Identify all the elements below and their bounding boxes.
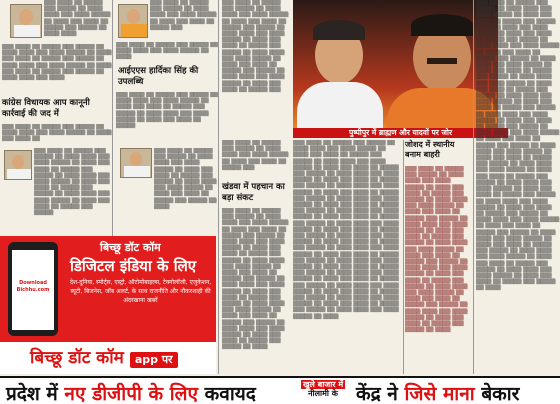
article-text: ▒▒▒ ▒▒▒▒ ▒▒ ▒▒▒▒▒ ▒▒▒ ▒▒▒▒▒ ▒▒ ▒▒▒▒ ▒▒▒▒ ▒▒▒ ▒▒▒▒ ▒▒▒▒▒ ▒▒ ▒▒▒▒ ▒▒▒ ▒▒▒▒ ▒▒ ▒▒▒▒▒ ▒▒▒ ▒▒▒▒▒ ▒▒ ▒▒▒▒ ▒▒▒▒ ▒▒▒ ▒▒▒▒ ▒▒▒▒▒ ▒▒ ▒▒▒▒ ▒▒▒ ▒▒▒▒ ▒▒ ▒▒▒▒▒	[116, 92, 218, 130]
ad-tagline: डिजिटल इंडिया के लिए	[70, 257, 197, 275]
column-left	[0, 0, 112, 236]
politician-left-photo	[297, 6, 383, 128]
bottom-headline-band	[0, 376, 560, 404]
article-text: ▒▒▒ ▒▒▒▒ ▒▒ ▒▒▒▒▒ ▒▒▒ ▒▒▒▒▒ ▒▒ ▒▒▒▒ ▒▒▒▒ ▒▒▒ ▒▒▒▒ ▒▒▒▒▒ ▒▒ ▒▒▒▒ ▒▒▒ ▒▒▒▒ ▒▒ ▒▒▒▒▒ ▒▒▒ ▒▒▒▒▒ ▒▒ ▒▒▒▒ ▒▒▒▒ ▒▒▒ ▒▒▒▒ ▒▒▒▒▒ ▒▒ ▒▒▒▒ ▒▒▒ ▒▒▒▒ ▒▒ ▒▒▒▒▒ ▒▒▒ ▒▒▒▒▒ ▒▒ ▒▒▒▒ ▒▒▒▒ ▒▒▒ ▒▒▒▒ ▒▒▒▒▒ ▒▒ ▒▒▒▒ ▒▒▒ ▒▒▒▒ ▒▒ ▒▒▒▒▒ ▒▒▒ ▒▒▒▒▒ ▒▒ ▒▒▒▒ ▒▒▒▒ ▒▒▒ ▒▒▒▒ ▒▒▒▒▒ ▒▒ ▒▒▒▒ ▒▒▒ ▒▒▒▒ ▒▒ ▒▒▒▒▒ ▒▒▒ ▒▒▒▒▒ ▒▒ ▒▒▒▒ ▒▒▒▒ ▒▒▒ ▒▒▒▒ ▒▒▒▒▒ ▒▒ ▒▒▒▒ ▒▒▒ ▒▒▒▒ ▒▒ ▒▒▒▒▒ ▒▒▒ ▒▒▒▒▒ ▒▒ ▒▒▒▒ ▒▒▒▒ ▒▒▒ ▒▒▒▒ ▒▒▒▒▒ ▒▒ ▒▒▒▒ ▒▒▒ ▒▒▒▒ ▒▒ ▒▒▒▒▒ ▒▒▒ ▒▒▒▒▒ ▒▒ ▒▒▒▒ ▒▒▒▒ ▒▒▒ ▒▒▒▒ ▒▒▒▒▒ ▒▒ ▒▒▒▒ ▒▒▒ ▒▒▒▒ ▒▒ ▒▒▒▒▒ ▒▒▒ ▒▒▒▒▒ ▒▒ ▒▒▒▒ ▒▒▒▒ ▒▒▒ ▒▒▒▒ ▒▒▒▒▒ ▒▒ ▒▒▒▒ ▒▒▒ ▒▒▒▒ ▒▒ ▒▒▒▒▒ ▒▒▒ ▒▒▒▒▒ ▒▒ ▒▒▒▒ ▒▒▒▒ ▒▒▒ ▒▒▒▒ ▒▒▒▒▒ ▒▒ ▒▒▒▒ ▒▒▒ ▒▒▒▒ ▒▒ ▒▒▒▒▒ ▒▒▒ ▒▒▒▒▒ ▒▒ ▒▒▒▒ ▒▒▒▒ ▒▒▒ ▒▒▒▒ ▒▒▒▒▒ ▒▒ ▒▒▒▒ ▒▒▒ ▒▒▒▒ ▒▒ ▒▒▒▒▒ ▒▒▒ ▒▒▒▒▒ ▒▒ ▒▒▒▒ ▒▒▒▒ ▒▒▒ ▒▒▒▒ ▒▒▒▒▒ ▒▒ ▒▒▒▒ ▒▒▒ ▒▒▒▒ ▒▒ ▒▒▒▒▒ ▒▒▒ ▒▒▒▒▒ ▒▒ ▒▒▒▒ ▒▒▒▒ ▒▒▒ ▒▒▒▒ ▒▒▒▒▒ ▒▒ ▒▒▒▒ ▒▒▒ ▒▒▒▒ ▒▒ ▒▒▒▒▒ ▒▒▒ ▒▒▒▒▒ ▒▒ ▒▒▒▒ ▒▒▒▒ ▒▒▒ ▒▒▒▒ ▒▒▒▒▒ ▒▒ ▒▒▒▒ ▒▒▒ ▒▒▒▒ ▒▒ ▒▒▒▒▒ ▒▒▒ ▒▒▒▒▒ ▒▒ ▒▒▒▒ ▒▒▒▒ ▒▒▒ ▒▒▒▒ ▒▒▒▒▒ ▒▒ ▒▒▒▒	[293, 140, 399, 320]
phone-label: Download Bichhu.com	[16, 280, 50, 293]
hero-photo	[293, 0, 498, 128]
column-fourth	[293, 140, 403, 374]
article-text: ▒▒▒ ▒▒▒▒ ▒▒ ▒▒▒▒▒ ▒▒▒ ▒▒▒▒▒ ▒▒ ▒▒▒▒ ▒▒▒▒ ▒▒▒ ▒▒▒▒ ▒▒▒▒▒ ▒▒ ▒▒▒▒ ▒▒▒ ▒▒▒▒ ▒▒ ▒▒▒▒▒ ▒▒▒ ▒▒▒▒▒ ▒▒ ▒▒▒▒ ▒▒▒▒ ▒▒▒ ▒▒▒▒ ▒▒▒▒▒ ▒▒ ▒▒▒▒ ▒▒▒ ▒▒▒▒ ▒▒ ▒▒▒▒▒ ▒▒▒ ▒▒▒▒▒ ▒▒ ▒▒▒▒ ▒▒▒▒ ▒▒▒ ▒▒▒▒ ▒▒▒▒▒ ▒▒ ▒▒▒▒ ▒▒▒ ▒▒▒▒ ▒▒ ▒▒▒▒▒ ▒▒▒ ▒▒▒▒▒ ▒▒ ▒▒▒▒ ▒▒▒▒ ▒▒▒ ▒▒▒▒ ▒▒▒▒▒ ▒▒ ▒▒▒▒ ▒▒▒ ▒▒▒▒ ▒▒ ▒▒▒▒▒ ▒▒▒ ▒▒▒▒▒ ▒▒ ▒▒▒▒ ▒▒▒▒ ▒▒▒ ▒▒▒▒ ▒▒▒▒▒ ▒▒ ▒▒▒▒ ▒▒▒ ▒▒▒▒ ▒▒ ▒▒▒▒▒ ▒▒▒ ▒▒▒▒▒ ▒▒ ▒▒▒▒ ▒▒▒▒ ▒▒▒ ▒▒▒▒ ▒▒▒▒▒ ▒▒ ▒▒▒▒ ▒▒▒ ▒▒▒▒ ▒▒ ▒▒▒▒▒ ▒▒▒ ▒▒▒▒▒ ▒▒ ▒▒▒▒ ▒▒▒▒ ▒▒▒ ▒▒▒▒ ▒▒▒▒▒ ▒▒ ▒▒▒▒ ▒▒▒ ▒▒▒▒ ▒▒ ▒▒▒▒▒ ▒▒▒ ▒▒▒▒▒ ▒▒ ▒▒▒▒	[405, 166, 468, 334]
headline-ias-officer: आईएएस हार्दिका सिंह की उपलब्धि	[118, 66, 199, 87]
article-text: ▒▒▒ ▒▒▒▒ ▒▒ ▒▒▒▒▒ ▒▒▒ ▒▒▒▒▒ ▒▒ ▒▒▒▒ ▒▒▒▒ ▒▒▒ ▒▒▒▒ ▒▒▒▒▒ ▒▒ ▒▒▒▒ ▒▒▒ ▒▒▒▒ ▒▒ ▒▒▒▒▒ ▒▒▒ ▒▒▒▒▒ ▒▒ ▒▒▒▒ ▒▒▒▒ ▒▒▒ ▒▒▒▒ ▒▒▒▒▒ ▒▒ ▒▒▒▒ ▒▒▒ ▒▒▒▒ ▒▒ ▒▒▒▒▒ ▒▒▒ ▒▒▒▒▒ ▒▒ ▒▒▒▒	[154, 148, 217, 210]
ad-brand: बिच्छू डॉट कॉम	[100, 241, 161, 254]
column-fifth	[405, 140, 471, 374]
article-text: ▒▒▒ ▒▒▒▒ ▒▒ ▒▒▒▒▒ ▒▒▒ ▒▒▒▒▒ ▒▒ ▒▒▒▒ ▒▒▒▒ ▒▒▒ ▒▒▒▒ ▒▒▒▒▒ ▒▒ ▒▒▒▒ ▒▒▒ ▒▒▒▒ ▒▒ ▒▒▒▒▒ ▒▒▒	[222, 140, 289, 171]
section-strip: पुष्पीपुर में ब्राह्मण और यादवों पर जोर	[293, 128, 508, 138]
headline-open-market: खुले बाजार में नीलामी के	[302, 380, 344, 398]
article-text: ▒▒▒ ▒▒▒▒ ▒▒ ▒▒▒▒▒ ▒▒▒ ▒▒▒▒▒ ▒▒ ▒▒▒▒ ▒▒▒▒ ▒▒▒ ▒▒▒▒ ▒▒▒▒▒ ▒▒ ▒▒▒▒ ▒▒▒ ▒▒▒▒ ▒▒ ▒▒▒▒▒ ▒▒▒ ▒▒▒▒▒ ▒▒ ▒▒▒▒ ▒▒▒▒ ▒▒▒ ▒▒▒▒ ▒▒▒▒▒ ▒▒ ▒▒▒▒ ▒▒▒ ▒▒▒▒ ▒▒ ▒▒▒▒▒ ▒▒▒ ▒▒▒▒▒ ▒▒ ▒▒▒▒ ▒▒▒▒ ▒▒▒ ▒▒▒▒ ▒▒▒▒▒ ▒▒ ▒▒▒▒ ▒▒▒ ▒▒▒▒ ▒▒ ▒▒▒▒▒ ▒▒▒ ▒▒▒▒▒ ▒▒ ▒▒▒▒ ▒▒▒▒ ▒▒▒ ▒▒▒▒ ▒▒▒▒▒ ▒▒ ▒▒▒▒ ▒▒▒ ▒▒▒▒ ▒▒ ▒▒▒▒▒ ▒▒▒ ▒▒▒▒▒ ▒▒ ▒▒▒▒ ▒▒▒▒ ▒▒▒ ▒▒▒▒ ▒▒▒▒▒ ▒▒ ▒▒▒▒ ▒▒▒ ▒▒▒▒ ▒▒ ▒▒▒▒▒ ▒▒▒ ▒▒▒▒▒ ▒▒ ▒▒▒▒ ▒▒▒▒ ▒▒▒ ▒▒▒▒ ▒▒▒▒▒ ▒▒ ▒▒▒▒ ▒▒▒ ▒▒▒▒ ▒▒ ▒▒▒▒▒ ▒▒▒ ▒▒▒▒▒ ▒▒ ▒▒▒▒ ▒▒▒▒ ▒▒▒ ▒▒▒▒ ▒▒▒▒▒ ▒▒ ▒▒▒▒ ▒▒▒ ▒▒▒▒ ▒▒ ▒▒▒▒▒ ▒▒▒ ▒▒▒▒▒ ▒▒ ▒▒▒▒ ▒▒▒▒ ▒▒▒ ▒▒▒▒ ▒▒▒▒▒ ▒▒ ▒▒▒▒ ▒▒▒ ▒▒▒▒ ▒▒ ▒▒▒▒▒ ▒▒▒ ▒▒▒▒▒ ▒▒ ▒▒▒▒ ▒▒▒▒ ▒▒▒ ▒▒▒▒ ▒▒▒▒▒ ▒▒ ▒▒▒▒ ▒▒▒ ▒▒▒▒ ▒▒ ▒▒▒▒▒ ▒▒▒ ▒▒▒▒▒ ▒▒ ▒▒▒▒ ▒▒▒▒ ▒▒▒ ▒▒▒▒ ▒▒▒▒▒ ▒▒ ▒▒▒▒ ▒▒▒ ▒▒▒▒ ▒▒ ▒▒▒▒▒ ▒▒▒ ▒▒▒▒▒ ▒▒ ▒▒▒▒ ▒▒▒▒ ▒▒▒ ▒▒▒▒ ▒▒▒▒▒ ▒▒ ▒▒▒▒ ▒▒▒ ▒▒▒▒ ▒▒ ▒▒▒▒▒ ▒▒▒ ▒▒▒▒▒ ▒▒ ▒▒▒▒ ▒▒▒▒ ▒▒▒ ▒▒▒▒ ▒▒▒▒▒ ▒▒ ▒▒▒▒ ▒▒▒ ▒▒▒▒ ▒▒ ▒▒▒▒▒ ▒▒▒ ▒▒▒▒▒ ▒▒ ▒▒▒▒ ▒▒▒▒ ▒▒▒ ▒▒▒▒ ▒▒▒▒▒ ▒▒ ▒▒▒▒ ▒▒▒ ▒▒▒▒ ▒▒ ▒▒▒▒▒ ▒▒▒ ▒▒▒▒▒ ▒▒ ▒▒▒▒ ▒▒▒▒ ▒▒▒ ▒▒▒▒ ▒▒▒▒▒ ▒▒ ▒▒▒▒ ▒▒▒ ▒▒▒▒ ▒▒ ▒▒▒▒▒ ▒▒▒ ▒▒▒▒▒ ▒▒ ▒▒▒▒ ▒▒▒▒ ▒▒▒ ▒▒▒▒ ▒▒▒▒▒ ▒▒ ▒▒▒▒ ▒▒▒ ▒▒▒▒ ▒▒ ▒▒▒▒▒ ▒▒▒ ▒▒▒▒▒ ▒▒ ▒▒▒▒ ▒▒▒▒ ▒▒▒ ▒▒▒▒ ▒▒▒▒▒ ▒▒ ▒▒▒▒ ▒▒▒ ▒▒▒▒ ▒▒ ▒▒▒▒▒ ▒▒▒ ▒▒▒▒▒ ▒▒ ▒▒▒▒	[476, 0, 560, 292]
app-badge[interactable]: app पर	[130, 352, 178, 368]
ad-category-list: देश-दुनिया, स्पोर्ट्स, एस्ट्रो, ऑटोमोबाइल्स, टेक्नोलॉजी, एजुकेशन, ब्यूटी, बिजनेस, जॉब अलर्ट, के साथ राजनीति और नौकरशाही की अंदरखाना खबरें	[69, 279, 212, 304]
article-text: ▒▒▒ ▒▒▒▒ ▒▒ ▒▒▒▒▒ ▒▒▒ ▒▒▒▒▒ ▒▒ ▒▒▒▒ ▒▒▒▒ ▒▒▒ ▒▒▒▒ ▒▒▒▒▒ ▒▒ ▒▒▒▒ ▒▒▒ ▒▒▒▒ ▒▒ ▒▒▒▒▒ ▒▒▒	[150, 0, 217, 31]
article-text: ▒▒▒ ▒▒▒▒ ▒▒ ▒▒▒▒▒ ▒▒▒ ▒▒▒▒▒ ▒▒ ▒▒▒▒ ▒▒▒▒ ▒▒▒ ▒▒▒▒ ▒▒▒▒▒ ▒▒ ▒▒▒▒ ▒▒▒ ▒▒▒▒ ▒▒ ▒▒▒▒▒ ▒▒▒ ▒▒▒▒▒ ▒▒ ▒▒▒▒ ▒▒▒▒ ▒▒▒ ▒▒▒▒ ▒▒▒▒▒ ▒▒ ▒▒▒▒ ▒▒▒ ▒▒▒▒ ▒▒ ▒▒▒▒▒ ▒▒▒ ▒▒▒▒▒ ▒▒ ▒▒▒▒ ▒▒▒▒ ▒▒▒ ▒▒▒▒ ▒▒▒▒▒ ▒▒ ▒▒▒▒ ▒▒▒ ▒▒▒▒ ▒▒ ▒▒▒▒▒ ▒▒▒ ▒▒▒▒▒	[34, 148, 110, 217]
article-text: ▒▒▒ ▒▒▒▒ ▒▒ ▒▒▒▒▒ ▒▒▒ ▒▒▒▒▒ ▒▒ ▒▒▒▒ ▒▒▒▒ ▒▒▒ ▒▒▒▒ ▒▒▒▒▒ ▒▒ ▒▒▒▒ ▒▒▒ ▒▒▒▒ ▒▒ ▒▒▒▒▒ ▒▒▒ ▒▒▒▒▒ ▒▒ ▒▒▒▒ ▒▒▒▒ ▒▒▒ ▒▒▒▒ ▒▒▒▒▒ ▒▒ ▒▒▒▒ ▒▒▒ ▒▒▒▒ ▒▒ ▒▒▒▒▒ ▒▒▒ ▒▒▒▒▒ ▒▒ ▒▒▒▒ ▒▒▒▒ ▒▒▒ ▒▒▒▒ ▒▒▒▒▒ ▒▒ ▒▒▒▒ ▒▒▒ ▒▒▒▒ ▒▒ ▒▒▒▒▒ ▒▒▒ ▒▒▒▒▒ ▒▒ ▒▒▒▒ ▒▒▒▒ ▒▒▒ ▒▒▒▒ ▒▒▒▒▒ ▒▒ ▒▒▒▒ ▒▒▒ ▒▒▒▒ ▒▒ ▒▒▒▒▒ ▒▒▒ ▒▒▒▒▒ ▒▒ ▒▒▒▒ ▒▒▒▒ ▒▒▒ ▒▒▒▒ ▒▒▒▒▒ ▒▒ ▒▒▒▒ ▒▒▒ ▒▒▒▒ ▒▒ ▒▒▒▒▒ ▒▒▒ ▒▒▒▒▒ ▒▒ ▒▒▒▒ ▒▒▒▒ ▒▒▒ ▒▒▒▒ ▒▒▒▒▒ ▒▒ ▒▒▒▒ ▒▒▒ ▒▒▒▒ ▒▒ ▒▒▒▒▒ ▒▒▒ ▒▒▒▒▒ ▒▒ ▒▒▒▒	[222, 208, 289, 351]
headline-centre: केंद्र ने जिसे माना बेकार	[356, 383, 520, 404]
ad-footer	[0, 342, 216, 374]
phone-screen	[12, 250, 54, 330]
headline-congress-mla: कांग्रेस विधायक आप कानूनी कार्रवाई की जद में	[2, 98, 90, 119]
headline-khandwa: खंडवा में पहचान का बड़ा संकट	[222, 182, 285, 203]
article-text: ▒▒▒ ▒▒▒▒ ▒▒ ▒▒▒▒▒ ▒▒▒ ▒▒▒▒▒ ▒▒ ▒▒▒▒ ▒▒▒▒ ▒▒▒ ▒▒▒▒ ▒▒▒▒▒ ▒▒ ▒▒▒▒ ▒▒▒ ▒▒▒▒ ▒▒ ▒▒▒▒▒ ▒▒▒ ▒▒▒▒▒ ▒▒ ▒▒▒▒ ▒▒▒▒ ▒▒▒ ▒▒▒▒ ▒▒▒▒▒ ▒▒ ▒▒▒▒ ▒▒▒ ▒▒▒▒ ▒▒ ▒▒▒▒▒ ▒▒▒ ▒▒▒▒▒ ▒▒ ▒▒▒▒ ▒▒▒▒ ▒▒▒ ▒▒▒▒	[2, 44, 112, 82]
article-text: ▒▒▒ ▒▒▒▒ ▒▒ ▒▒▒▒▒ ▒▒▒ ▒▒▒▒▒ ▒▒ ▒▒▒▒ ▒▒▒▒ ▒▒▒ ▒▒▒▒ ▒▒▒▒▒ ▒▒ ▒▒▒▒ ▒▒▒ ▒▒▒▒ ▒▒	[2, 124, 112, 143]
portrait-photo	[120, 148, 152, 178]
ad-footer-brand: बिच्छू डॉट कॉम	[30, 348, 124, 368]
portrait-photo	[118, 4, 148, 38]
portrait-photo	[4, 150, 32, 180]
column-middle	[222, 0, 292, 374]
column-right	[476, 0, 560, 374]
article-text: ▒▒▒ ▒▒▒▒ ▒▒ ▒▒▒▒▒ ▒▒▒ ▒▒▒▒▒ ▒▒ ▒▒▒▒ ▒▒▒▒ ▒▒▒ ▒▒▒▒ ▒▒▒▒▒ ▒▒ ▒▒▒▒ ▒▒▒ ▒▒▒▒ ▒▒ ▒▒▒▒▒ ▒▒▒ ▒▒▒▒▒ ▒▒ ▒▒▒▒ ▒▒▒▒ ▒▒▒ ▒▒▒▒ ▒▒▒▒▒ ▒▒ ▒▒▒▒ ▒▒▒ ▒▒▒▒ ▒▒ ▒▒▒▒▒ ▒▒▒ ▒▒▒▒▒ ▒▒ ▒▒▒▒ ▒▒▒▒ ▒▒▒ ▒▒▒▒ ▒▒▒▒▒ ▒▒ ▒▒▒▒ ▒▒▒ ▒▒▒▒ ▒▒ ▒▒▒▒▒ ▒▒▒ ▒▒▒▒▒ ▒▒ ▒▒▒▒ ▒▒▒▒ ▒▒▒ ▒▒▒▒ ▒▒▒▒▒ ▒▒ ▒▒▒▒ ▒▒▒ ▒▒▒▒ ▒▒ ▒▒▒▒▒ ▒▒▒	[222, 0, 289, 93]
article-text: ▒▒▒ ▒▒▒▒ ▒▒ ▒▒▒▒▒ ▒▒▒ ▒▒▒▒▒ ▒▒ ▒▒▒▒ ▒▒▒▒ ▒▒▒ ▒▒▒▒ ▒▒▒▒▒ ▒▒ ▒▒▒▒ ▒▒▒ ▒▒▒▒ ▒▒ ▒▒▒▒▒ ▒▒▒ ▒▒▒▒▒ ▒▒ ▒▒▒▒ ▒▒▒▒	[44, 0, 111, 38]
article-text: ▒▒▒ ▒▒▒▒ ▒▒ ▒▒▒▒▒ ▒▒▒ ▒▒▒▒▒ ▒▒ ▒▒▒▒ ▒▒▒▒ ▒▒▒ ▒▒▒▒ ▒▒▒▒▒ ▒▒ ▒▒▒▒	[116, 42, 218, 61]
subheadline-joshad: जोशद में स्थानीय बनाम बाहरी	[405, 140, 455, 159]
bichhu-advertisement[interactable]	[0, 236, 216, 374]
portrait-photo	[10, 4, 42, 38]
column-second	[114, 0, 218, 236]
headline-dgp: प्रदेश में नए डीजीपी के लिए कवायद	[6, 383, 256, 404]
